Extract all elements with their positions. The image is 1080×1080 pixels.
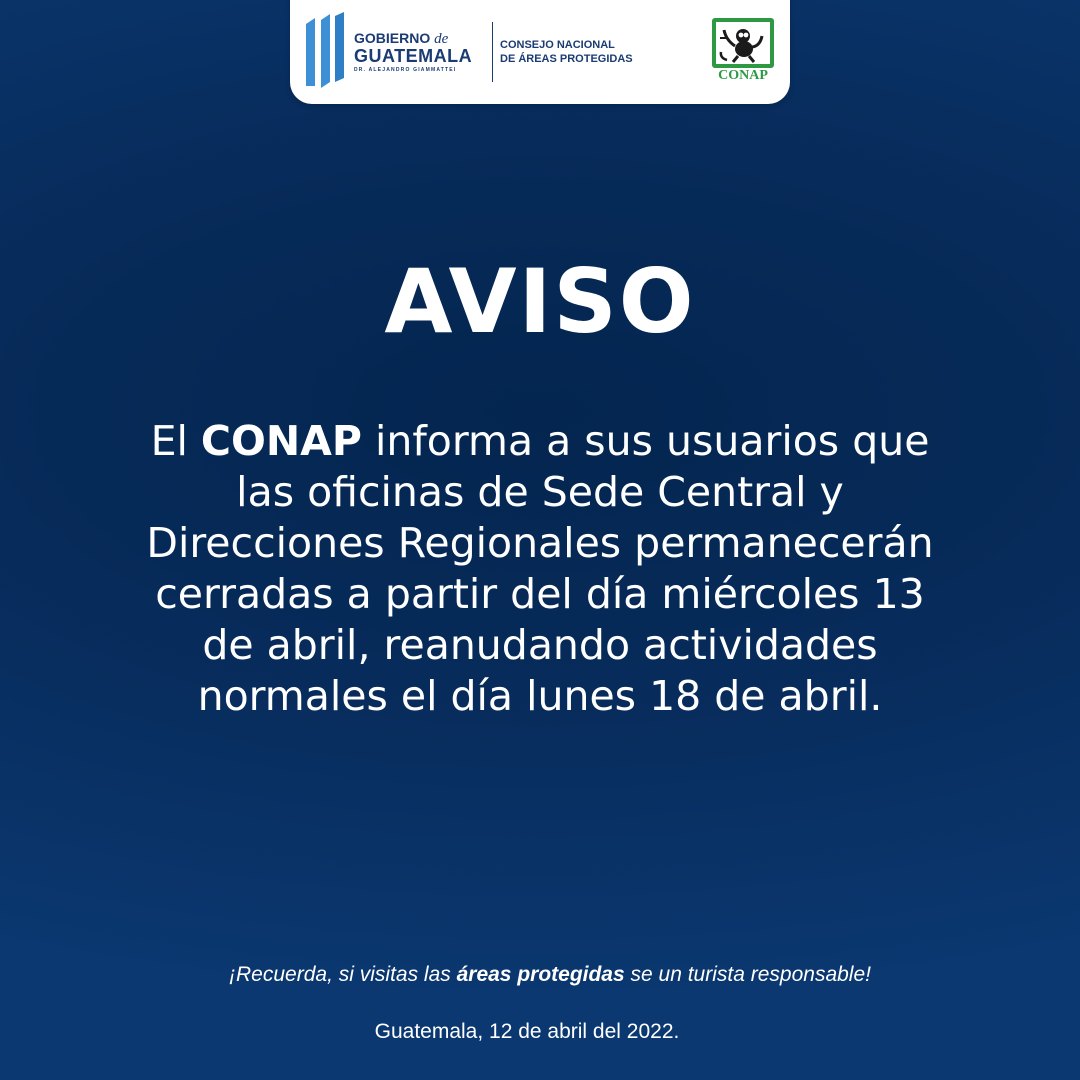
notice-date: Guatemala, 12 de abril del 2022. <box>374 1020 680 1043</box>
government-line1: GOBIERNO <box>354 30 431 46</box>
council-line2: DE ÁREAS PROTEGIDAS <box>500 53 633 65</box>
council-name <box>500 38 633 66</box>
message-line-6: normales el día lunes 18 de abril. <box>197 672 883 720</box>
conap-logo-text: CONAP <box>718 68 768 83</box>
notice-title: AVISO <box>384 250 696 353</box>
message-line-2: las oficinas de Sede Central y <box>236 468 844 516</box>
header-divider <box>492 22 493 82</box>
council-line1: CONSEJO NACIONAL <box>500 39 615 51</box>
government-logo <box>304 10 490 90</box>
government-line3: DR. ALEJANDRO GIAMMATTEI <box>354 67 457 73</box>
message-line-5: de abril, reanudando actividades <box>202 621 878 669</box>
message-line-1: El CONAP informa a sus usuarios que <box>150 417 930 465</box>
message-line-3: Direcciones Regionales permanecerán <box>146 519 934 567</box>
header-logo-card <box>290 0 790 104</box>
government-wordmark <box>354 30 494 74</box>
protected-areas-highlight: áreas protegidas <box>456 963 625 986</box>
guatemala-flag-bars-icon <box>304 12 348 88</box>
government-line1-suffix: de <box>434 31 449 47</box>
monkey-icon <box>716 22 770 64</box>
notice-message <box>40 416 1040 722</box>
message-line-4: cerradas a partir del día miércoles 13 <box>155 570 925 618</box>
reminder-text: ¡Recuerda, si visitas las áreas protegidas se un turista responsable! <box>229 963 871 986</box>
conap-logo <box>712 18 774 84</box>
conap-highlight: CONAP <box>200 417 362 465</box>
government-line2: GUATEMALA <box>354 46 473 66</box>
